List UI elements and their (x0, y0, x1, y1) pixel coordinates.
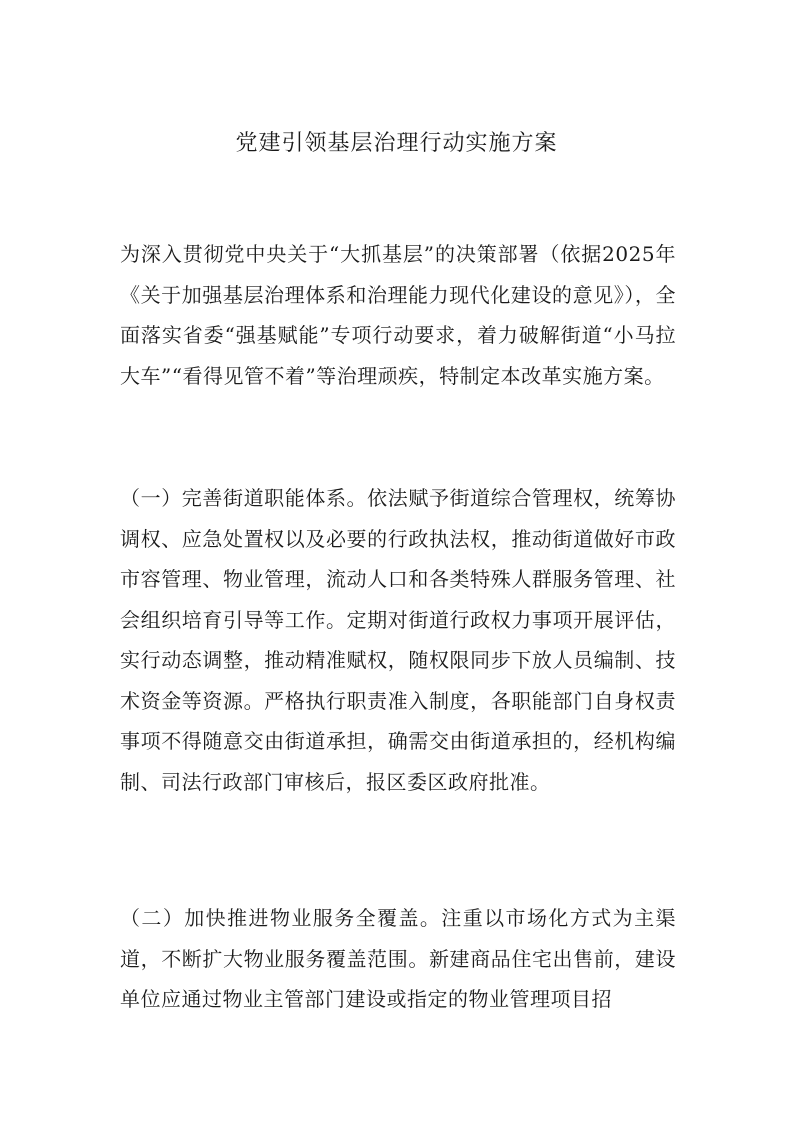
document-title: 党建引领基层治理行动实施方案 (235, 131, 558, 156)
paragraph-section-1: （一）完善街道职能体系。依法赋予街道综合管理权，统筹协调权、应急处置权以及必要的行政执法权，推动街道做好市政市容管理、物业管理，流动人口和各类特殊人群服务管理、社会组织培育引导等工作。定期对街道行政权力事项开展评估，实行动态调整，推动精准赋权，随权限同步下放人员编制、技术资金等资源。严格执行职责准入制度，各职能部门自身权责事项不得随意交由街道承担，确需交由街道承担的，经机构编制、司法行政部门审核后，报区委区政府批准。 (120, 486, 676, 794)
paragraph-intro: 为深入贯彻党中央关于“大抓基层”的决策部署（依据2025年《关于加强基层治理体系和治理能力现代化建设的意见》），全面落实省委“强基赋能”专项行动要求，着力破解街道“小马拉大车”“看得见管不着”等治理顽疾，特制定本改革实施方案。 (120, 242, 676, 388)
paragraph-section-2: （二）加快推进物业服务全覆盖。注重以市场化方式为主渠道，不断扩大物业服务覆盖范围。新建商品住宅出售前，建设单位应通过物业主管部门建设或指定的物业管理项目招 (120, 906, 676, 1011)
